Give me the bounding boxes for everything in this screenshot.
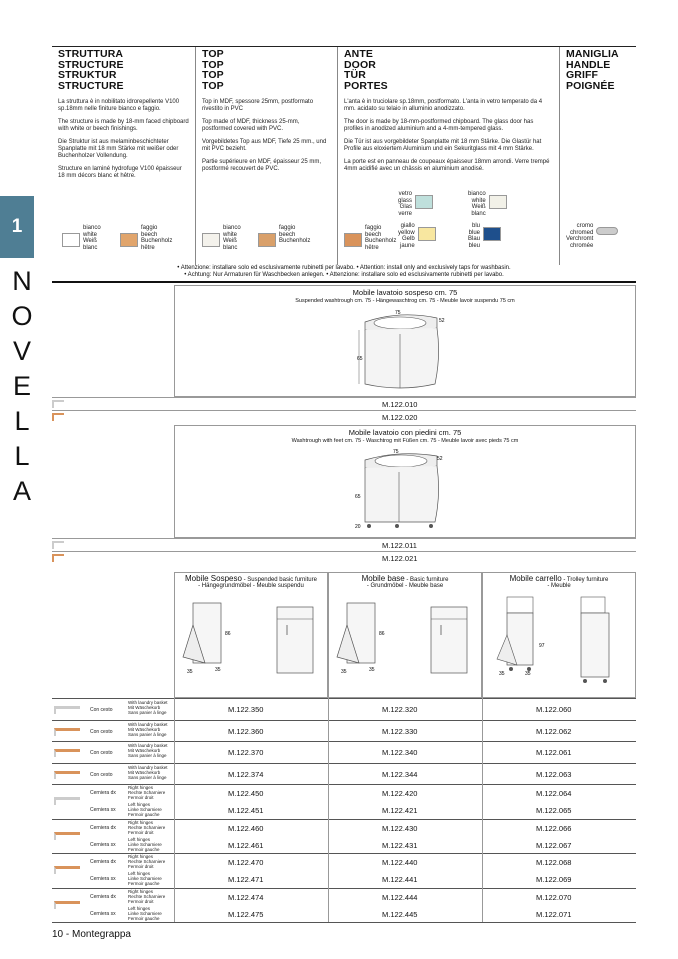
swatch-label: faggio bbox=[365, 225, 382, 231]
panel-title: Mobile lavatoio con piedini cm. 75 bbox=[348, 428, 462, 437]
finish-beech-icon bbox=[54, 728, 80, 736]
row-description: Left hinges bbox=[128, 836, 151, 842]
spec-paragraph: Top in MDF, spessore 25mm, postformato rivestito in PVC bbox=[202, 99, 314, 112]
product-code: M.122.360 bbox=[228, 726, 264, 736]
finish-beech-icon bbox=[54, 901, 80, 909]
row-description: Right hinges bbox=[128, 785, 154, 790]
row-description: Linke Scharniere bbox=[128, 910, 162, 916]
spec-title-line: TOP bbox=[202, 79, 224, 92]
product-title-main: Mobile base bbox=[361, 574, 405, 583]
swatch-label: bianco bbox=[83, 225, 101, 231]
swatch-label: Buchenholz bbox=[365, 238, 397, 245]
finish-white-icon bbox=[54, 797, 80, 805]
row-description: Fermoir droit bbox=[128, 898, 154, 904]
row-description: With laundry basket bbox=[128, 743, 168, 748]
row-label: Cerniera sx bbox=[90, 841, 116, 848]
dim-height: 65 bbox=[357, 356, 363, 362]
dim-width: 75 bbox=[393, 449, 399, 455]
section-number: 1 bbox=[11, 216, 23, 237]
finish-beech-icon bbox=[54, 749, 80, 757]
swatch-color bbox=[415, 195, 433, 209]
swatch-label: bleu bbox=[468, 242, 481, 249]
dimension-label: 86 bbox=[225, 631, 231, 637]
product-panel bbox=[174, 572, 328, 698]
swatch-label: blanc bbox=[223, 244, 238, 251]
brand-letter: A bbox=[12, 476, 31, 506]
product-code: M.122.011 bbox=[382, 541, 417, 550]
table-row-hinges bbox=[52, 888, 636, 922]
product-subtitle: - Grundmöbel - Meuble base bbox=[366, 583, 444, 589]
table-row bbox=[52, 763, 636, 784]
row-description: Sans panier à linge bbox=[128, 774, 167, 780]
row-description: Mit Wäschekorb bbox=[128, 748, 161, 753]
row-description: Mit Wäschekorb bbox=[128, 726, 161, 732]
swatch-label: verre bbox=[398, 210, 413, 217]
product-code: M.122.065 bbox=[536, 806, 572, 815]
dimension-label: 97 bbox=[539, 643, 545, 649]
column-divider bbox=[174, 698, 175, 922]
dim-width: 75 bbox=[395, 310, 401, 316]
spec-header bbox=[52, 46, 636, 264]
row-description: Fermoir gauche bbox=[128, 881, 160, 886]
note-line-2: • Achtung: Nur Armaturen für Waschbecken anlegen. • Attenzione: installare solo ed esclusivamente rubinetti per lavabo. bbox=[184, 272, 504, 278]
spec-paragraph: Die Struktur ist aus melaminbeschichteter Spanplatte mit 18 mm Stärke mit weißer oder Buchenholzer Vollendung. bbox=[58, 139, 179, 159]
row-description: Left hinges bbox=[128, 871, 151, 876]
product-code: M.122.344 bbox=[382, 769, 418, 779]
swatch-label: white bbox=[471, 197, 486, 204]
row-description: With laundry basket bbox=[128, 764, 168, 770]
product-code: M.122.064 bbox=[536, 789, 572, 798]
swatch-label: bianco bbox=[468, 191, 486, 197]
row-label: Con cesto bbox=[90, 728, 113, 735]
table-row-hinges bbox=[52, 853, 636, 887]
swatch-label: Buchenholz bbox=[279, 238, 311, 245]
product-code: M.122.062 bbox=[536, 726, 572, 736]
dimension-label: 35 bbox=[341, 669, 347, 675]
finish-swatch bbox=[258, 225, 310, 250]
product-code: M.122.066 bbox=[536, 823, 572, 833]
spec-title bbox=[58, 49, 189, 91]
attention-note bbox=[52, 265, 636, 279]
swatch-color bbox=[596, 227, 618, 235]
swatch-label: hêtre bbox=[365, 244, 379, 251]
spec-paragraph: The structure is made by 18-mm faced chipboard with white or beech finishings. bbox=[58, 119, 189, 132]
row-description: Fermoir droit bbox=[128, 795, 154, 800]
spec-paragraph: L'anta è in truciolare sp.18mm, postformato. L'anta in vetro temperato da 4 mm. acidato su telaio in alluminio anodizzato. bbox=[344, 99, 543, 112]
finish-beech-icon bbox=[52, 413, 64, 421]
spec-paragraph: The door is made by 18-mm-postformed chipboard. The glass door has profiles in anodized aluminium and a 4-mm-tempered glass. bbox=[344, 119, 534, 132]
brand-vertical bbox=[8, 268, 36, 505]
product-code: M.122.350 bbox=[228, 705, 264, 714]
product-code: M.122.370 bbox=[228, 748, 264, 757]
dim-feet: 20 bbox=[355, 524, 361, 530]
swatch-color bbox=[202, 233, 220, 247]
swatch-label: blanc bbox=[83, 244, 98, 251]
row-label: Cerniera dx bbox=[90, 790, 116, 796]
swatch-label: chromée bbox=[570, 242, 594, 249]
product-code: M.122.420 bbox=[382, 789, 418, 798]
swatch-label: blu bbox=[472, 223, 481, 229]
product-title-rest: - Suspended basic furniture bbox=[241, 577, 317, 583]
spec-title-line: ANTE bbox=[344, 48, 373, 60]
finish-swatch bbox=[566, 223, 618, 249]
product-code: M.122.451 bbox=[228, 806, 264, 815]
product-code: M.122.445 bbox=[382, 909, 418, 919]
spec-title-line: POIGNÉE bbox=[566, 79, 615, 92]
row-description: Rechte Scharniere bbox=[128, 859, 166, 864]
table-row bbox=[52, 720, 636, 741]
spec-column bbox=[196, 47, 338, 265]
table-bottom-rule bbox=[52, 922, 636, 923]
finish-swatch bbox=[398, 223, 436, 249]
spec-paragraph: Structure en laminé hydrofuge V100 épaisseur 18 mm décors blanc et hêtre. bbox=[58, 166, 182, 179]
product-code: M.122.071 bbox=[536, 909, 572, 919]
swatch-color bbox=[489, 195, 507, 209]
spec-title-line: STRUKTUR bbox=[58, 69, 117, 81]
cabinet-drawing bbox=[177, 595, 327, 695]
section-number-tab bbox=[0, 196, 34, 258]
product-title-rest: - Basic furniture bbox=[404, 577, 449, 583]
dim-height: 65 bbox=[355, 494, 361, 500]
row-description: Linke Scharniere bbox=[128, 841, 162, 847]
row-description: Rechte Scharniere bbox=[128, 893, 166, 899]
product-code: M.122.068 bbox=[536, 858, 572, 867]
finish-beech-icon bbox=[54, 832, 80, 840]
row-description: Sans panier à linge bbox=[128, 731, 167, 737]
finish-beech-icon bbox=[54, 866, 80, 874]
row-label: Cerniera sx bbox=[90, 807, 116, 813]
swatch-label: Buchenholz bbox=[141, 238, 173, 245]
swatch-label: blue bbox=[468, 229, 481, 236]
swatch-label: yellow bbox=[398, 229, 415, 236]
product-code: M.122.340 bbox=[382, 748, 418, 757]
swatch-label: chromed bbox=[570, 229, 594, 236]
spec-paragraph: La struttura è in nobilitato idrorepellente V100 sp.18mm nelle finiture bianco e faggio. bbox=[58, 99, 180, 112]
row-description: Rechte Scharniere bbox=[128, 790, 166, 795]
row-description: Fermoir gauche bbox=[128, 915, 160, 921]
row-description: Fermoir droit bbox=[128, 864, 154, 869]
dimension-label: 35 bbox=[499, 671, 505, 677]
swatch-label: hêtre bbox=[141, 244, 155, 251]
panel-title: Mobile lavatoio sospeso cm. 75 bbox=[352, 288, 458, 297]
code-row bbox=[52, 397, 636, 410]
spec-column bbox=[52, 47, 196, 265]
brand-letter: L bbox=[14, 441, 30, 471]
column-divider bbox=[482, 698, 483, 922]
row-description: Fermoir droit bbox=[128, 829, 154, 835]
table-row bbox=[52, 741, 636, 762]
row-label: Cerniera dx bbox=[90, 824, 116, 831]
swatch-color bbox=[120, 233, 138, 247]
swatch-label: blanc bbox=[471, 210, 486, 217]
product-code: M.122.471 bbox=[228, 875, 264, 884]
row-label: Cerniera dx bbox=[90, 893, 116, 900]
product-code: M.122.461 bbox=[228, 840, 264, 850]
product-code: M.122.430 bbox=[382, 823, 418, 833]
finish-swatch bbox=[468, 191, 507, 217]
row-description: With laundry basket bbox=[128, 721, 168, 727]
spec-title-line: STRUCTURE bbox=[58, 58, 124, 71]
row-description: Sans panier à linge bbox=[128, 710, 167, 715]
spec-column bbox=[338, 47, 560, 265]
washtrough-feet-drawing bbox=[351, 448, 445, 536]
dimension-label: 35 bbox=[187, 669, 193, 675]
swatch-label: Blau bbox=[468, 236, 481, 243]
swatch-color bbox=[62, 233, 80, 247]
spec-title-line: DOOR bbox=[344, 58, 376, 71]
row-description: Right hinges bbox=[128, 819, 154, 825]
column-divider bbox=[328, 698, 329, 922]
row-label: Cerniera dx bbox=[90, 859, 116, 865]
code-row bbox=[52, 538, 636, 551]
row-description: Fermoir gauche bbox=[128, 846, 160, 852]
panel-subtitle: Suspended washtrough cm. 75 - Hängewaschtrog cm. 75 - Meuble lavoir suspendu 75 cm bbox=[295, 298, 515, 304]
row-label: Con cesto bbox=[90, 750, 113, 756]
product-code: M.122.374 bbox=[228, 769, 264, 779]
swatch-label: bianco bbox=[223, 225, 241, 231]
swatch-label: Weiß bbox=[223, 238, 237, 245]
finish-beech-icon bbox=[52, 554, 64, 562]
product-code: M.122.440 bbox=[382, 858, 418, 867]
row-description: Linke Scharniere bbox=[128, 876, 162, 881]
table-row-hinges bbox=[52, 819, 636, 853]
brand-letter: O bbox=[11, 301, 33, 331]
swatch-label: faggio bbox=[141, 225, 158, 231]
spec-title-line: HANDLE bbox=[566, 58, 611, 71]
finish-white-icon bbox=[52, 400, 64, 408]
dimension-label: 86 bbox=[379, 631, 385, 637]
spec-column bbox=[560, 47, 636, 265]
spec-title-line: STRUCTURE bbox=[58, 79, 124, 92]
page-footer: 10 - Montegrappa bbox=[52, 929, 131, 940]
dimension-label: 35 bbox=[215, 667, 221, 673]
code-row bbox=[52, 551, 636, 564]
spec-paragraph: Die Tür ist aus vorgebildeter Spanplatte mit 18 mm Stärke. Die Glastür hat Profile aus eloxiertem Aluminium und ein Sekuritglass mit 4 mm Stärke. bbox=[344, 139, 542, 152]
product-code: M.122.450 bbox=[228, 789, 264, 798]
finish-swatch bbox=[398, 191, 433, 217]
product-code: M.122.060 bbox=[536, 705, 572, 714]
row-description: Rechte Scharniere bbox=[128, 824, 166, 830]
divider bbox=[52, 281, 636, 283]
row-description: Sans panier à linge bbox=[128, 753, 167, 758]
finish-white-icon bbox=[54, 706, 80, 714]
swatch-color bbox=[483, 227, 501, 241]
spec-title-line: TÜR bbox=[344, 69, 366, 81]
finish-white-icon bbox=[52, 541, 64, 549]
row-description: With laundry basket bbox=[128, 700, 168, 705]
finish-beech-icon bbox=[54, 771, 80, 779]
product-code: M.122.330 bbox=[382, 726, 418, 736]
product-subtitle: - Meuble bbox=[547, 583, 571, 589]
brand-letter: E bbox=[12, 371, 31, 401]
product-title bbox=[329, 574, 481, 583]
spec-paragraph: Vorgebildetes Top aus MDF, Tiefe 25 mm., und mit PVC bezieht. bbox=[202, 139, 327, 152]
row-description: Right hinges bbox=[128, 888, 154, 894]
cabinet-drawing bbox=[331, 595, 481, 695]
row-description: Linke Scharniere bbox=[128, 807, 162, 812]
table-row-hinges bbox=[52, 784, 636, 818]
product-title-main: Mobile carrello bbox=[509, 574, 562, 583]
row-label: Cerniera sx bbox=[90, 876, 116, 882]
product-panel bbox=[328, 572, 482, 698]
product-code: M.122.070 bbox=[536, 892, 572, 902]
product-code: M.122.475 bbox=[228, 909, 264, 919]
product-panel bbox=[482, 572, 636, 698]
panel-subtitle: Washtrough with feet cm. 75 - Waschtrog mit Füßen cm. 75 - Meuble lavoir avec pieds 75 cm bbox=[291, 438, 519, 444]
row-description: Mit Wäschekorb bbox=[128, 705, 161, 710]
product-code: M.122.063 bbox=[536, 769, 572, 779]
swatch-label: white bbox=[83, 231, 98, 238]
brand-letter: L bbox=[14, 406, 30, 436]
row-description: Left hinges bbox=[128, 802, 151, 807]
finish-swatch bbox=[120, 225, 172, 251]
panel-suspended-washtrough bbox=[174, 285, 636, 397]
product-code: M.122.444 bbox=[382, 892, 418, 902]
row-description: Mit Wäschekorb bbox=[128, 769, 161, 775]
dimension-label: 35 bbox=[525, 671, 531, 677]
product-code: M.122.010 bbox=[382, 400, 418, 409]
finish-swatch bbox=[62, 225, 101, 251]
row-label: Cerniera sx bbox=[90, 910, 116, 917]
swatch-label: Verchromt bbox=[566, 236, 594, 243]
brand-letter: V bbox=[12, 336, 31, 366]
product-code: M.122.470 bbox=[228, 858, 264, 867]
product-code: M.122.069 bbox=[536, 875, 572, 884]
product-code: M.122.061 bbox=[536, 748, 572, 757]
product-code: M.122.421 bbox=[382, 806, 418, 815]
product-code: M.122.320 bbox=[382, 705, 418, 714]
swatch-label: glass bbox=[398, 197, 413, 204]
finish-swatch bbox=[202, 225, 241, 251]
swatch-label: beech bbox=[141, 231, 158, 238]
row-label: Con cesto bbox=[90, 771, 113, 778]
panel-washtrough-feet bbox=[174, 425, 636, 538]
row-description: Right hinges bbox=[128, 854, 154, 859]
row-label: Con cesto bbox=[90, 707, 113, 713]
row-description: Fermoir gauche bbox=[128, 812, 160, 817]
swatch-color bbox=[344, 233, 362, 247]
swatch-label: jaune bbox=[400, 242, 415, 249]
product-code: M.122.431 bbox=[382, 840, 418, 850]
spec-title-line: TOP bbox=[202, 48, 224, 60]
product-code: M.122.460 bbox=[228, 823, 264, 833]
dim-depth: 52 bbox=[437, 456, 443, 462]
swatch-label: faggio bbox=[279, 225, 296, 231]
product-title-main: Mobile Sospeso bbox=[185, 574, 242, 583]
spec-paragraph: La porte est en panneau de coupeaux épaisseur 18mm arrondi. Verre trempé 4mm acidifié avec un châssis en aluminium anodisé. bbox=[344, 159, 550, 172]
swatch-color bbox=[258, 233, 276, 247]
washtrough-suspended-drawing bbox=[355, 308, 445, 394]
swatch-label: Glas bbox=[399, 204, 413, 211]
product-title bbox=[483, 574, 635, 583]
spec-title-line: PORTES bbox=[344, 79, 388, 92]
dim-depth: 52 bbox=[439, 318, 445, 324]
product-code: M.122.474 bbox=[228, 892, 264, 902]
swatch-label: beech bbox=[365, 231, 382, 238]
code-row bbox=[52, 410, 636, 423]
swatch-label: white bbox=[223, 231, 238, 238]
product-code: M.122.020 bbox=[382, 413, 418, 422]
swatch-label: beech bbox=[279, 231, 296, 238]
spec-paragraph: Top made of MDF, thickness 25-mm, postformed covered with PVC. bbox=[202, 119, 300, 132]
finish-swatch bbox=[468, 223, 501, 249]
brand-letter: N bbox=[12, 266, 32, 296]
swatch-label: vetro bbox=[398, 191, 413, 197]
product-code: M.122.021 bbox=[382, 554, 418, 563]
product-title bbox=[175, 574, 327, 583]
dimension-label: 35 bbox=[369, 667, 375, 673]
product-code: M.122.441 bbox=[382, 875, 418, 884]
spec-title-line: TOP bbox=[202, 58, 224, 71]
swatch-color bbox=[418, 227, 436, 241]
spec-title-line: TOP bbox=[202, 69, 224, 81]
product-code: M.122.067 bbox=[536, 840, 572, 850]
spec-title bbox=[566, 49, 630, 91]
finish-swatch bbox=[344, 225, 396, 251]
spec-title bbox=[344, 49, 553, 91]
product-subtitle: - Hängegrundmöbel - Meuble suspendu bbox=[198, 583, 304, 589]
note-line-1: • Attenzione: installare solo ed esclusivamente rubinetti per lavabo. • Attention: install only and exclusively taps for washbasin. bbox=[177, 265, 511, 271]
spec-title-line: STRUTTURA bbox=[58, 48, 124, 60]
table-row bbox=[52, 698, 636, 719]
swatch-label: Gelb bbox=[402, 236, 415, 243]
swatch-label: Weiß bbox=[471, 204, 486, 211]
row-description: Left hinges bbox=[128, 905, 151, 911]
swatch-label: giallo bbox=[400, 223, 415, 229]
spec-title-line: GRIFF bbox=[566, 69, 598, 81]
spec-title-line: MANIGLIA bbox=[566, 48, 619, 60]
swatch-label: Weiß bbox=[83, 238, 97, 245]
product-title-rest: - Trolley furniture bbox=[561, 577, 609, 583]
spec-title bbox=[202, 49, 331, 91]
cabinet-drawing bbox=[485, 595, 635, 695]
swatch-label: cromo bbox=[576, 223, 594, 229]
spec-paragraph: Partie supérieure en MDF, épaisseur 25 mm, postformé recouvert de PVC. bbox=[202, 159, 322, 172]
